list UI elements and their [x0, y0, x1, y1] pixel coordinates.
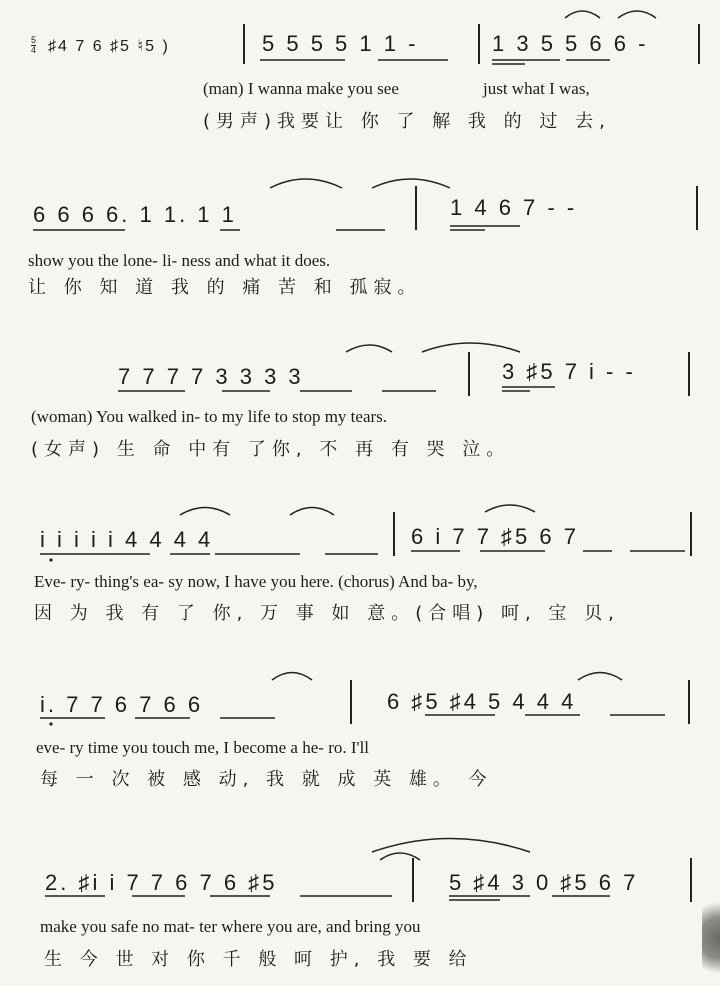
tie — [180, 508, 230, 516]
system-3-lyric-zh: (女声) 生 命 中有 了你, 不 再 有 哭 泣。 — [31, 439, 511, 460]
system-1-lyric-en-1: (man) I wanna make you see — [203, 79, 399, 98]
tie — [422, 343, 520, 352]
system-5-measure-2-notes: 6 ♯5 ♯4 5 4 4 4 — [387, 689, 577, 714]
system-2-lyric-en: show you the lone- li- ness and what it does. — [28, 251, 331, 270]
system-4-measure-2-notes: 6 i 7 7 ♯5 6 7 — [411, 524, 579, 549]
time-signature-bottom: 4 — [31, 45, 37, 55]
page-corner-decoration — [702, 890, 720, 986]
tie — [618, 11, 656, 18]
tie — [578, 673, 622, 681]
tie — [485, 505, 535, 512]
system-6-lyric-zh: 生 今 世 对 你 千 般 呵 护, 我 要 给 — [44, 949, 473, 970]
system-4-measure-1-notes: i i i i i 4 4 4 4 — [40, 527, 214, 552]
tie — [346, 345, 392, 352]
system-6-measure-2-notes: 5 ♯4 3 0 ♯5 6 7 — [449, 870, 639, 895]
system-3-measure-1-notes: 7 7 7 7 3 3 3 3 — [118, 364, 304, 389]
system-1-lyric-zh: (男声)我要让 你 了 解 我 的 过 去, — [203, 111, 611, 132]
system-5-lyric-en: eve- ry time you touch me, I become a he- ro. I'll — [36, 738, 370, 757]
octave-dot — [49, 722, 52, 725]
system-3-measure-2-notes: 3 ♯5 7 i - - — [502, 359, 636, 384]
tie — [380, 853, 420, 860]
tie — [372, 179, 450, 188]
system-3-lyric-en: (woman) You walked in- to my life to stop my tears. — [31, 407, 388, 426]
system-6-measure-1-notes: 2. ♯i i 7 7 6 7 6 ♯5 — [45, 870, 278, 895]
system-5-measure-1-notes: i. 7 7 6 7 6 6 — [40, 692, 204, 717]
system-4-lyric-en: Eve- ry- thing's ea- sy now, I have you here. (chorus) And ba- by, — [34, 572, 478, 591]
tie — [272, 673, 312, 681]
system-1-measure-2-notes: 1 3 5 5 6 6 - — [492, 31, 649, 56]
system-5-lyric-zh: 每 一 次 被 感 动, 我 就 成 英 雄。 今 — [40, 769, 493, 790]
tie — [372, 839, 530, 853]
system-4-lyric-zh: 因 为 我 有 了 你, 万 事 如 意。(合唱) 呵, 宝 贝, — [34, 603, 620, 624]
tie — [565, 11, 600, 18]
system-6-lyric-en: make you safe no mat- ter where you are, and bring you — [40, 917, 421, 936]
octave-dot — [49, 558, 52, 561]
tie — [290, 508, 334, 516]
system-2-measure-1-notes: 6 6 6 6. 1 1. 1 1 — [33, 202, 237, 227]
system-1-pickup-notes: ♯4 7 6 ♯5 ♮5 ) — [48, 38, 170, 55]
system-1-measure-1-notes: 5 5 5 5 1 1 - — [262, 31, 419, 56]
system-1-lyric-en-2: just what I was, — [483, 79, 590, 98]
time-signature-top: 5 — [31, 35, 37, 45]
system-2-measure-2-notes: 1 4 6 7 - - — [450, 195, 578, 220]
tie — [270, 179, 342, 188]
system-2-lyric-zh: 让 你 知 道 我 的 痛 苦 和 孤寂。 — [28, 277, 422, 298]
